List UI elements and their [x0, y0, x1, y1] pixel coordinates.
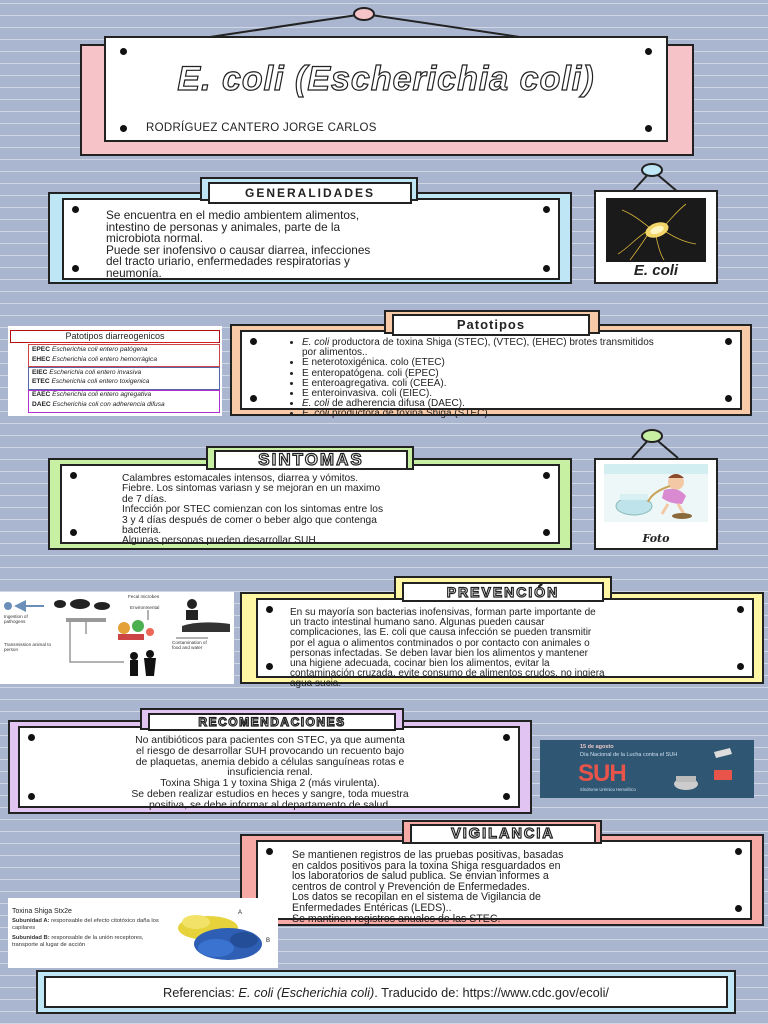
- foto-frame: [594, 458, 718, 550]
- child-vomiting-illustration: [604, 464, 708, 522]
- toxina-sub-b-label: Subunidad B:: [12, 935, 50, 941]
- protein-structure-image: [168, 902, 272, 966]
- patotipos-table-title: Patotipos diarreogenicos: [10, 330, 220, 343]
- patotipos-table-image: Patotipos diarreogenicos EPEC Escherichia coli entero patógena EHEC Escherichia coli entero hemorrágica EIEC Escherichia coli entero invasiva ETEC Escherichia coli entero toxigenica EAEC Escherichia coli entero agregativa DAEC Escherichia coli con adherencia difusa: [8, 326, 222, 416]
- toxina-sub-b-text: responsable de la unión receptores, transporte al lugar de acción: [12, 935, 144, 948]
- toxina-mark-a: A: [238, 910, 243, 916]
- suh-banner: [540, 740, 754, 798]
- patotipos-list: • E. coli productora de toxina Shiga (STEC), (VTEC), (EHEC) brotes transmitidos por alimentos.. • E neterotoxigénica. colo (ETEC) • E enteropatógena. coli (EPEC) • E enteroagregativa. coli (CEEA). • E enteroinvasiva. coli (EIEC). • E. coli de adherencia difusa (DAEC). • E. coli productora de toxina Shiga (STEC).: [290, 338, 670, 420]
- generalidades-heading: GENERALIDADES: [208, 182, 412, 204]
- diagram-label-fecal: Fecal microbes: [128, 594, 160, 599]
- suh-date: 15 de agosto: [580, 744, 614, 750]
- diagram-label-contamination: Contamination of food and water: [172, 640, 207, 650]
- suh-small: Síndrome Urémico Hemolítico: [580, 787, 636, 792]
- sintomas-text: Calambres estomacales intensos, diarrea y vómitos. Fiebre. Los sintomas variasn y se mejoran en un maximo de 7 días. Infección por STEC comienzan con los sintomas entre los 3 y 4 días después de comer o beber algo que contenga bacteria. Algunas personas pueden desarrollar SUH.: [122, 473, 384, 547]
- prevencion-heading: PREVENCIÓN: [402, 582, 604, 602]
- suh-subtitle: Día Nacional de la Lucha contra el SUH: [580, 752, 678, 758]
- vigilancia-heading: VIGILANCIA: [410, 824, 596, 844]
- prevencion-card: [256, 598, 754, 690]
- vigilancia-text: Se mantienen registros de las pruebas positivas, basadas en caldos positivos para la toxina Shiga resguardados en los laboratorios de salud publica. Se envian informes a centros de control y Prevención de Enfermedades. Los datos se recopilan en el sistema de Vigilancia de Enfermedades Entéricas (LEDS).. Se mantinen registros anuales de las STEC.: [292, 849, 564, 925]
- generalidades-text: Se encuentra en el medio ambientem alimentos, intestino de personas y animales, parte de la microbiota normal. Puede ser inofensivo o causar diarrea, infecciones del tracto uriario, enfermedades respiratorias y neumonía.: [106, 208, 371, 280]
- toxina-sub-a-label: Subunidad A:: [12, 918, 50, 924]
- ecoli-caption: E. coli: [633, 262, 679, 279]
- vigilancia-card: [256, 840, 752, 925]
- toxina-title: Toxina Shiga Stx2e: [12, 908, 72, 915]
- referencias-text: Referencias: E. coli (Escherichia coli). Traducido de: https://www.cdc.gov/ecoli/: [163, 985, 609, 1000]
- ecoli-bacteria-image: [606, 198, 706, 262]
- toxina-mark-b: B: [266, 938, 271, 944]
- page-title: E. coli (Escherichia coli): [177, 60, 595, 98]
- ecoli-photo-frame: [594, 190, 718, 284]
- sintomas-card: [60, 464, 560, 547]
- transmission-diagram: [0, 592, 234, 684]
- recomendaciones-text: No antibióticos para pacientes con STEC, ya que aumenta el riesgo de desarrollar SUH provocando un recuento bajo de plaquetas, anemia debido a células sanguíneas rotas e insuficiencia renal. Toxina Shiga 1 y toxina Shiga 2 (más virulenta). Se deben realizar estudios en heces y sangre, toda muestra positiva, se debe informar al departamento de salud.: [131, 735, 409, 811]
- toxina-sub-a-text: responsable del efecto citotóxico daña los capilares: [12, 918, 159, 931]
- foto-caption: Foto: [642, 532, 670, 545]
- generalidades-card: [62, 198, 560, 280]
- diagram-label-environmental: Environmental: [130, 605, 160, 610]
- prevencion-text: En su mayoría son bacterias inofensivas, forman parte importante de un tracto intestinal humano sano. Algunas pueden causar complicaciones, las E. coli que causa infección se pueden transmitir por el agua o alimentos contminados o por contacto con animales o personas infectadas. Se deben lavar bien los alimentos y mantener una higiene adecuada, cocinar bien los alimentos, evitar la contaminación cruzada, evite consumo de alimentos crudos, no ingiera agua sucia.: [290, 607, 605, 690]
- referencias-card: [44, 976, 728, 1008]
- author-name: RODRÍGUEZ CANTERO JORGE CARLOS: [146, 122, 377, 134]
- recomendaciones-heading: RECOMENDACIONES: [148, 713, 396, 731]
- kitchen-icons: [670, 746, 740, 796]
- patotipos-card: [240, 330, 742, 420]
- toxina-shiga-image: [8, 898, 278, 968]
- recomendaciones-card: [18, 726, 520, 811]
- diagram-label-transmission: Transmission animal to person: [4, 642, 52, 652]
- diagram-label-ingestion: Ingestion of pathogens: [4, 614, 28, 624]
- header-card: [104, 36, 668, 142]
- patotipos-heading: Patotipos: [392, 314, 590, 336]
- sintomas-heading: SINTOMAS: [214, 450, 408, 470]
- suh-big: SUH: [578, 760, 626, 787]
